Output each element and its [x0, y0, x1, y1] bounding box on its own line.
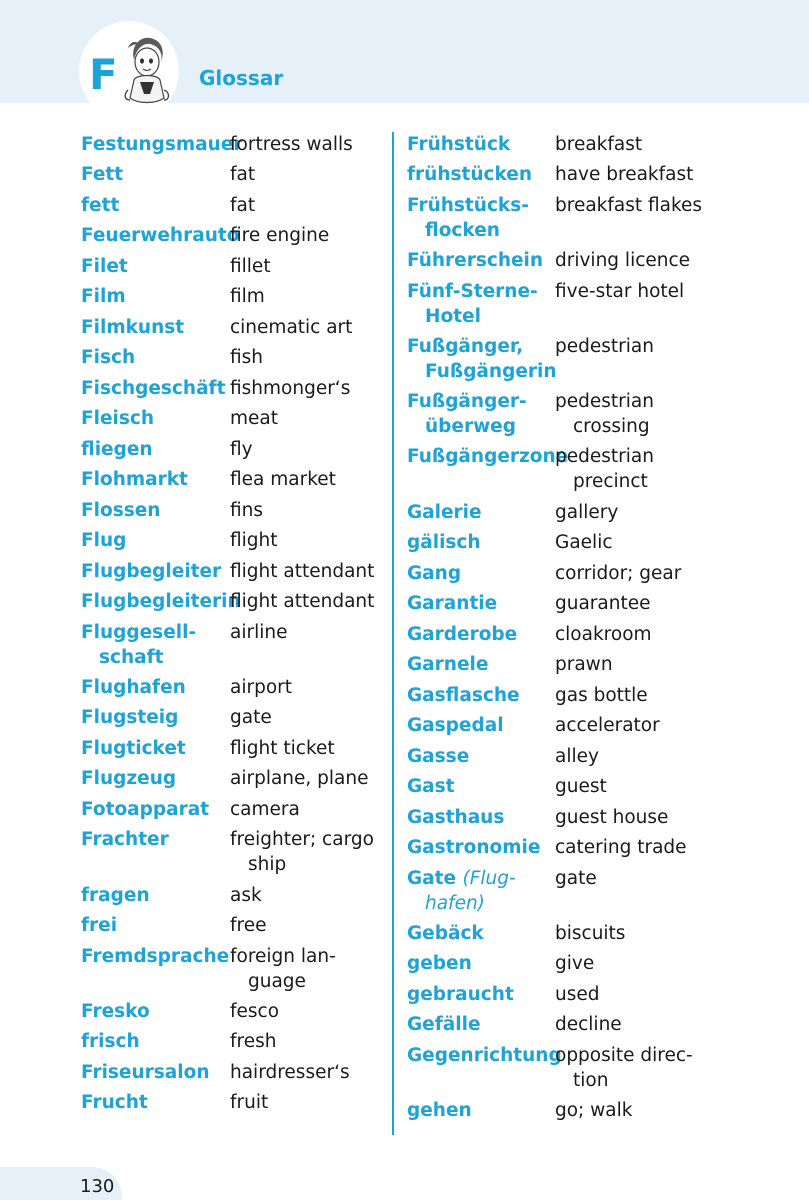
term-text: Flugbegleiterin	[81, 591, 241, 612]
english-translation	[230, 999, 279, 1024]
english-translation	[555, 652, 613, 677]
translation-text: fillet	[230, 256, 271, 277]
translation-text: alley	[555, 746, 599, 767]
term-text: Gasse	[407, 746, 470, 767]
german-term	[407, 389, 527, 439]
term-text: Fremdsprache	[81, 946, 230, 967]
section-letter: F	[89, 50, 118, 99]
english-translation	[230, 883, 262, 908]
german-term	[81, 999, 150, 1024]
term-text: frei	[81, 915, 118, 936]
term-text: fliegen	[81, 439, 153, 460]
translation-text: foreign lan-	[230, 946, 336, 967]
term-text: Flohmarkt	[81, 469, 188, 490]
translation-text: ask	[230, 885, 262, 906]
term-text: Flug	[81, 530, 127, 551]
english-translation	[230, 284, 265, 309]
translation-text: flight	[230, 530, 278, 551]
german-term	[81, 315, 184, 340]
translation-text: fish	[230, 347, 264, 368]
german-term	[407, 591, 497, 616]
translation-text: free	[230, 915, 267, 936]
english-translation	[555, 774, 607, 799]
german-term	[407, 444, 568, 469]
translation-text: airplane, plane	[230, 768, 369, 789]
german-term	[81, 376, 225, 401]
translation-text: prawn	[555, 654, 613, 675]
german-term	[81, 162, 123, 187]
term-text: Flossen	[81, 500, 161, 521]
term-text: Gegenrichtung	[407, 1045, 562, 1066]
term-text: Fünf-Sterne-	[407, 281, 538, 302]
german-term	[81, 705, 178, 730]
german-term	[407, 500, 482, 525]
term-text: Gaspedal	[407, 715, 504, 736]
term-text: Friseursalon	[81, 1062, 210, 1083]
german-term	[407, 561, 461, 586]
translation-text: breakfast flakes	[555, 195, 703, 216]
term-text: Gebäck	[407, 923, 484, 944]
translation-text: fly	[230, 439, 253, 460]
german-term	[407, 530, 481, 555]
english-translation	[555, 248, 690, 273]
german-term	[407, 279, 538, 329]
translation-text: fat	[230, 164, 256, 185]
translation-text: airline	[230, 622, 288, 643]
translation-text: have breakfast	[555, 164, 694, 185]
column-divider	[392, 132, 394, 1135]
german-term	[81, 345, 135, 370]
english-translation	[230, 675, 292, 700]
term-text: Fresko	[81, 1001, 150, 1022]
translation-text: fire engine	[230, 225, 330, 246]
term-text: frisch	[81, 1031, 140, 1052]
translation-text: fresh	[230, 1031, 277, 1052]
english-translation	[555, 921, 625, 946]
translation-text: flea market	[230, 469, 336, 490]
english-translation	[230, 1090, 268, 1115]
term-text: Flugbegleiter	[81, 561, 222, 582]
english-translation	[555, 1012, 622, 1037]
english-translation	[555, 683, 648, 708]
translation-text: fruit	[230, 1092, 269, 1113]
english-translation	[230, 1029, 276, 1054]
term-text: geben	[407, 953, 472, 974]
term-text: Filet	[81, 256, 128, 277]
german-term	[81, 797, 209, 822]
term-text: Filmkunst	[81, 317, 185, 338]
translation-text: gate	[555, 868, 597, 889]
translation-text: pedestrian	[555, 391, 654, 412]
translation-text: meat	[230, 408, 278, 429]
term-text: Fischgeschäft	[81, 378, 226, 399]
mascot-girl-icon	[120, 34, 172, 106]
term-text: Fleisch	[81, 408, 155, 429]
german-term	[81, 193, 119, 218]
english-translation	[555, 530, 613, 555]
term-text: Gate	[407, 868, 457, 889]
translation-text: fesco	[230, 1001, 280, 1022]
term-continuation: Fußgängerin	[425, 361, 557, 382]
german-term	[81, 223, 239, 248]
english-translation	[230, 589, 374, 614]
translation-text: corridor; gear	[555, 563, 682, 584]
english-translation	[555, 866, 597, 891]
english-translation	[230, 559, 374, 584]
translation-continuation: guage	[248, 971, 306, 992]
translation-continuation: precinct	[573, 471, 648, 492]
translation-text: breakfast	[555, 134, 643, 155]
term-text: Garantie	[407, 593, 498, 614]
english-translation	[555, 982, 600, 1007]
german-term	[81, 284, 126, 309]
term-text: fett	[81, 195, 120, 216]
translation-text: give	[555, 953, 595, 974]
german-term	[81, 620, 196, 670]
translation-text: flight attendant	[230, 591, 375, 612]
german-term	[81, 498, 160, 523]
translation-text: catering trade	[555, 837, 687, 858]
term-text: Gasthaus	[407, 807, 505, 828]
term-text: Flughafen	[81, 677, 186, 698]
english-translation	[230, 944, 336, 994]
translation-text: five-star hotel	[555, 281, 685, 302]
english-translation	[230, 766, 369, 791]
german-term	[407, 713, 504, 738]
english-translation	[230, 1060, 350, 1085]
english-translation	[555, 835, 687, 860]
english-translation	[555, 591, 651, 616]
term-text: Frühstücks-	[407, 195, 529, 216]
translation-text: airport	[230, 677, 293, 698]
term-text: Galerie	[407, 502, 482, 523]
translation-text: guest house	[555, 807, 669, 828]
translation-text: pedestrian	[555, 336, 654, 357]
term-text: gebraucht	[407, 984, 514, 1005]
english-translation	[230, 437, 253, 462]
term-continuation: schaft	[99, 647, 164, 668]
german-term	[81, 254, 128, 279]
translation-continuation: crossing	[573, 416, 650, 437]
german-term	[81, 132, 243, 157]
english-translation	[555, 805, 668, 830]
english-translation	[555, 744, 599, 769]
translation-text: camera	[230, 799, 300, 820]
german-term	[407, 683, 520, 708]
german-term	[81, 528, 126, 553]
german-term	[407, 193, 529, 243]
term-text: Fett	[81, 164, 124, 185]
term-text: gälisch	[407, 532, 481, 553]
translation-text: used	[555, 984, 600, 1005]
term-text: Frühstück	[407, 134, 511, 155]
english-translation	[555, 500, 618, 525]
english-translation	[230, 797, 300, 822]
english-translation	[555, 713, 660, 738]
english-translation	[555, 279, 684, 304]
term-text: Fußgänger,	[407, 336, 524, 357]
english-translation	[555, 561, 681, 586]
english-translation	[230, 345, 263, 370]
translation-text: opposite direc-	[555, 1045, 693, 1066]
german-term	[81, 1029, 140, 1054]
german-term	[81, 944, 229, 969]
english-translation	[230, 406, 278, 431]
german-term	[407, 132, 510, 157]
translation-text: fins	[230, 500, 264, 521]
english-translation	[555, 389, 654, 439]
term-text: Gasflasche	[407, 685, 520, 706]
english-translation	[230, 913, 266, 938]
term-text: Flugsteig	[81, 707, 179, 728]
english-translation	[555, 1098, 633, 1123]
english-translation	[230, 132, 353, 157]
term-continuation: überweg	[425, 416, 516, 437]
translation-text: biscuits	[555, 923, 626, 944]
term-text: Gast	[407, 776, 455, 797]
term-text: Fotoapparat	[81, 799, 210, 820]
english-translation	[555, 622, 652, 647]
english-translation	[230, 315, 352, 340]
term-continuation: Hotel	[425, 306, 481, 327]
german-term	[81, 467, 188, 492]
german-term	[81, 766, 176, 791]
english-translation	[555, 334, 654, 359]
english-translation	[230, 254, 271, 279]
term-text: Frucht	[81, 1092, 148, 1113]
english-translation	[555, 951, 594, 976]
term-text: Frachter	[81, 829, 169, 850]
german-term	[81, 559, 221, 584]
german-term	[407, 652, 488, 677]
translation-text: pedestrian	[555, 446, 654, 467]
translation-text: cloakroom	[555, 624, 652, 645]
page-number: 130	[80, 1176, 115, 1197]
english-translation	[230, 223, 329, 248]
term-text: Garderobe	[407, 624, 518, 645]
translation-text: guarantee	[555, 593, 651, 614]
translation-continuation: ship	[248, 854, 287, 875]
translation-text: fortress walls	[230, 134, 353, 155]
german-term	[81, 827, 169, 852]
term-text: Führerschein	[407, 250, 544, 271]
translation-text: guest	[555, 776, 607, 797]
term-text: fragen	[81, 885, 150, 906]
german-term	[407, 805, 504, 830]
german-term	[407, 835, 540, 860]
translation-text: driving licence	[555, 250, 691, 271]
translation-continuation: tion	[573, 1070, 609, 1091]
english-translation	[555, 132, 642, 157]
translation-text: hairdresser‘s	[230, 1062, 350, 1083]
page-title: Glossar	[199, 66, 284, 90]
term-text: Flugticket	[81, 738, 186, 759]
translation-text: go; walk	[555, 1100, 633, 1121]
english-translation	[230, 705, 272, 730]
german-term	[407, 1098, 472, 1123]
term-text: Flugzeug	[81, 768, 177, 789]
term-text: gehen	[407, 1100, 472, 1121]
term-text: Gefälle	[407, 1014, 481, 1035]
translation-text: fishmonger‘s	[230, 378, 351, 399]
german-term	[407, 951, 472, 976]
translation-text: fat	[230, 195, 256, 216]
german-term	[81, 406, 154, 431]
term-text: frühstücken	[407, 164, 533, 185]
translation-text: flight ticket	[230, 738, 335, 759]
german-term	[81, 736, 186, 761]
german-term	[81, 1060, 210, 1085]
term-text: Feuerwehrauto	[81, 225, 240, 246]
german-term	[407, 866, 516, 916]
german-term	[407, 622, 517, 647]
english-translation	[230, 162, 255, 187]
german-term	[407, 1043, 562, 1068]
german-term	[407, 982, 514, 1007]
term-text: Fußgängerzone	[407, 446, 569, 467]
translation-text: Gaelic	[555, 532, 613, 553]
english-translation	[230, 736, 335, 761]
german-term	[407, 334, 557, 384]
german-term	[81, 675, 186, 700]
german-term	[81, 883, 150, 908]
translation-text: film	[230, 286, 265, 307]
translation-text: gas bottle	[555, 685, 648, 706]
german-term	[407, 162, 532, 187]
translation-text: cinematic art	[230, 317, 353, 338]
term-continuation: flocken	[425, 220, 500, 241]
term-text: Fluggesell-	[81, 622, 197, 643]
term-text: Garnele	[407, 654, 489, 675]
german-term	[407, 248, 543, 273]
translation-text: decline	[555, 1014, 622, 1035]
english-translation	[230, 498, 263, 523]
translation-text: gate	[230, 707, 272, 728]
term-text: Film	[81, 286, 126, 307]
term-text: Fußgänger-	[407, 391, 527, 412]
english-translation	[555, 193, 702, 218]
german-term	[81, 589, 241, 614]
english-translation	[555, 1043, 693, 1093]
english-translation	[230, 193, 255, 218]
german-term	[407, 921, 484, 946]
english-translation	[555, 162, 693, 187]
translation-text: gallery	[555, 502, 619, 523]
term-text: Festungsmauer	[81, 134, 243, 155]
term-text: Fisch	[81, 347, 136, 368]
english-translation	[230, 528, 278, 553]
german-term	[407, 774, 455, 799]
translation-text: accelerator	[555, 715, 660, 736]
german-term	[81, 1090, 148, 1115]
translation-text: freighter; cargo	[230, 829, 374, 850]
english-translation	[230, 467, 336, 492]
term-text: Gastronomie	[407, 837, 541, 858]
term-note: (Flug-	[462, 868, 516, 889]
term-continuation: hafen)	[425, 893, 485, 914]
german-term	[81, 913, 117, 938]
german-term	[81, 437, 153, 462]
english-translation	[230, 376, 350, 401]
translation-text: flight attendant	[230, 561, 375, 582]
term-text: Gang	[407, 563, 462, 584]
english-translation	[230, 620, 287, 645]
german-term	[407, 1012, 481, 1037]
english-translation	[230, 827, 374, 877]
german-term	[407, 744, 469, 769]
english-translation	[555, 444, 654, 494]
